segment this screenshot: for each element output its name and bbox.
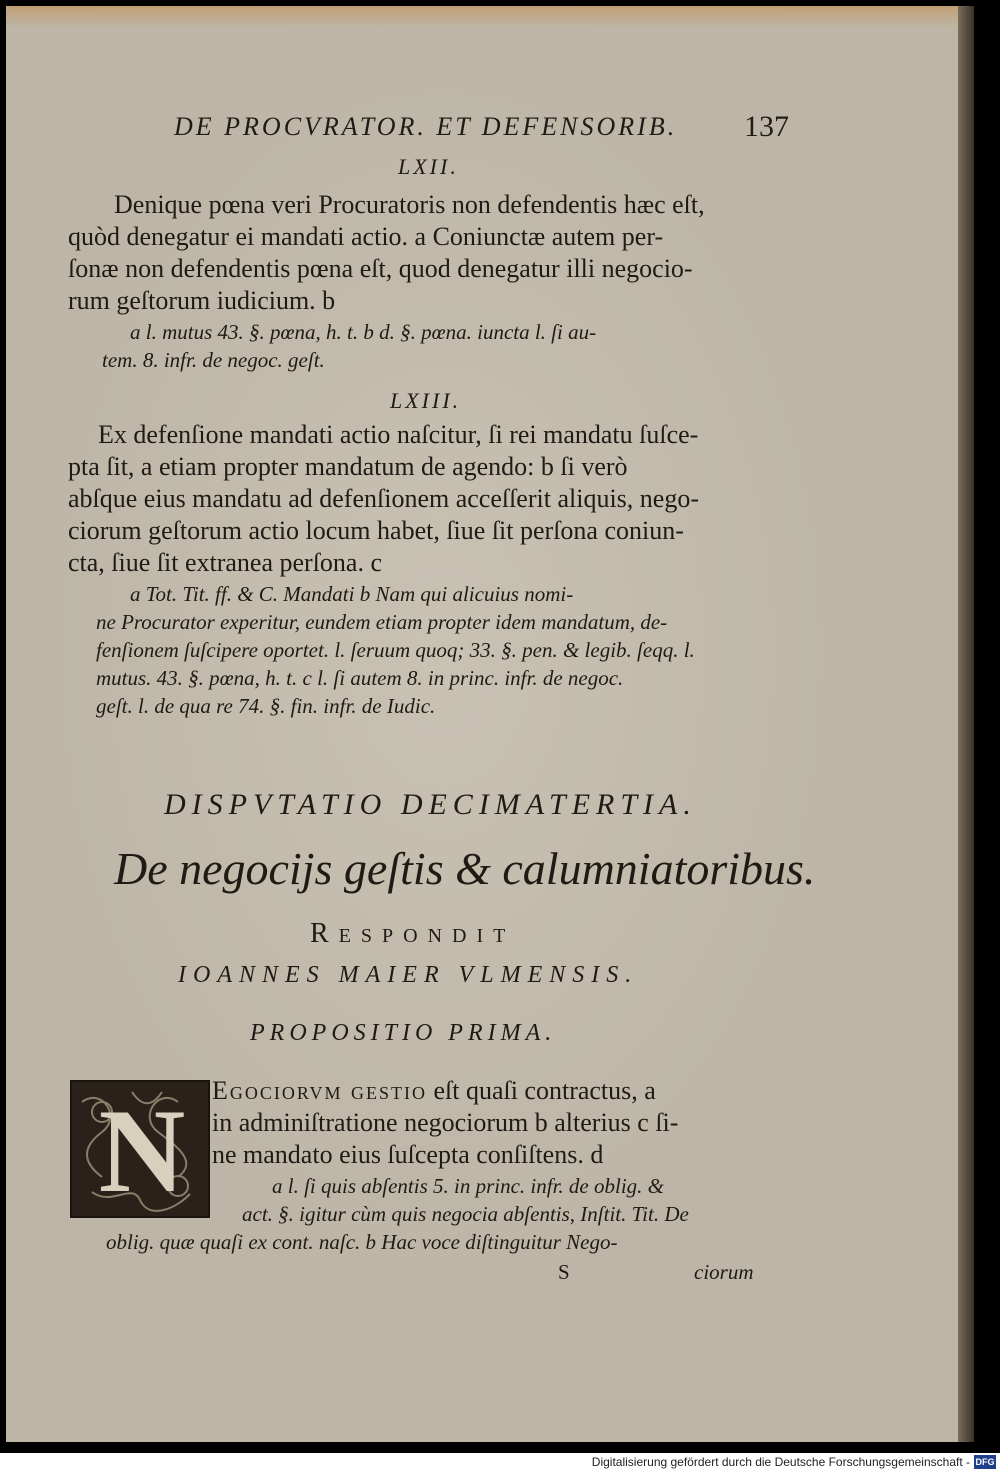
text-line: cta, ſiue ſit extranea perſona. c [68, 548, 383, 577]
text-line: in adminiſtratione negociorum b alterius c ſi- [212, 1108, 679, 1137]
text-line: Ex defenſione mandati actio naſcitur, ſi rei mandatu ſuſce- [98, 420, 699, 449]
text-line: ſonæ non defendentis pœna eſt, quod denegatur illi negocio- [68, 254, 693, 283]
footnote-line: geſt. l. de qua re 74. §. fin. infr. de Iudic. [96, 694, 436, 718]
respondit-label: Respondit [310, 918, 516, 949]
footnote-line: a Tot. Tit. ff. & C. Mandati b Nam qui alicuius nomi- [130, 582, 574, 606]
dfg-logo-icon: DFG [975, 1457, 995, 1467]
text-line: Denique pœna veri Procuratoris non defendentis hæc eſt, [114, 190, 705, 219]
footnote-line: a l. ſi quis abſentis 5. in princ. infr. de oblig. & [272, 1174, 665, 1198]
text-line: ciorum geſtorum actio locum habet, ſiue ſit perſona coniun- [68, 516, 684, 545]
text-line: quòd denegatur ei mandati actio. a Coniunctæ autem per- [68, 222, 664, 251]
disputation-subtitle: De negocijs geſtis & calumniatoribus. [114, 843, 816, 894]
book-page [6, 6, 974, 1442]
lead-line-rest: eſt quaſi contractus, a [426, 1076, 656, 1105]
text-line: rum geſtorum iudicium. b [68, 286, 336, 315]
proposition-number-lxiii: LXIII. [390, 388, 462, 413]
running-head: DE PROCVRATOR. ET DEFENSORIB. [174, 112, 678, 141]
proposition-number-lxii: LXII. [398, 154, 459, 179]
footnote-line: ne Procurator experitur, eundem etiam propter idem mandatum, de- [96, 610, 668, 634]
footnote-line: act. §. igitur cùm quis negocia abſentis, Inſtit. Tit. De [242, 1202, 689, 1226]
initial-letter: N [98, 1084, 186, 1217]
text-line: ne mandato eius ſuſcepta conſiſtens. d [212, 1140, 604, 1169]
text-line: pta ſit, a etiam propter mandatum de agendo: b ſi verò [68, 452, 628, 481]
respondent-name: IOANNES MAIER VLMENSIS. [178, 962, 639, 988]
footer-credit: Digitalisierung gefördert durch die Deutsche Forschungsgemeinschaft - [591, 1455, 970, 1469]
catchword: ciorum [694, 1260, 754, 1284]
footnote-line: oblig. quæ quaſi ex cont. naſc. b Hac voce diſtinguitur Nego- [106, 1230, 618, 1254]
decorated-initial [70, 1080, 210, 1218]
text-line: abſque eius mandatu ad defenſionem acceſſerit aliquis, nego- [68, 484, 699, 513]
footnote-line: a l. mutus 43. §. pœna, h. t. b d. §. pœna. iuncta l. ſi au- [130, 320, 597, 344]
first-proposition-title: PROPOSITIO PRIMA. [250, 1020, 557, 1046]
signature-mark: S [558, 1260, 570, 1284]
footnote-line: tem. 8. infr. de negoc. geſt. [102, 348, 325, 372]
footnote-line: mutus. 43. §. pœna, h. t. c l. ſi autem 8. in princ. infr. de negoc. [96, 666, 624, 690]
footnote-line: fenſionem ſuſcipere oportet. l. ſeruum quoq; 33. §. pen. & legib. ſeqq. l. [96, 638, 695, 662]
disputation-title: DISPVTATIO DECIMATERTIA. [164, 788, 697, 821]
page-edge-stain [6, 6, 974, 28]
text-line [212, 1076, 656, 1106]
page-binding-edge [958, 6, 974, 1442]
page-number: 137 [744, 110, 789, 143]
lead-small-caps: Egociorvm gestio [212, 1076, 427, 1105]
